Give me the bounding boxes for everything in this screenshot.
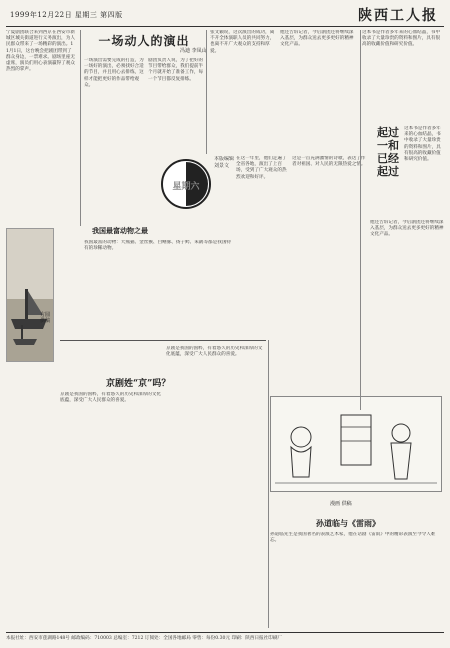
column-logo-graphic (158, 156, 214, 214)
masthead-title: 陕西工人报 (358, 8, 438, 24)
footer-bar: 本报社址：西安市莲湖路148号 邮政编码：710003 总编室：7212 订阅处：全国各地邮局 零售：每份0.30元 印刷：陕西日报社印刷厂 (6, 632, 444, 645)
article-column-7: 在这一年里，他们走遍了全省各地，演出了上百场，受到了广大观众的热烈欢迎和好评。 (236, 156, 287, 180)
article-column-10: 孙道临先生是我国著名的表演艺术家，他在话剧《雷雨》中的精彩表演至今令人难忘。 (270, 532, 436, 544)
quiz-body: 我国最富的动物：大熊猫、金丝猴、白鳍豚、扬子鳄、朱鹮等都是我国特有的珍稀动物。 (84, 240, 232, 252)
masthead (6, 4, 444, 27)
column-rule (206, 30, 207, 154)
article-column-6b: 这本书是作者多年来的心血结晶，书中收录了大量珍贵的资料和图片，具有很高的收藏价值和研究价值。 (404, 126, 441, 163)
photo-caption: 方圆 供稿 (40, 312, 51, 324)
boat-photo (6, 228, 54, 362)
article-column-9b: 京剧是我国的国粹，有着悠久的历史和深厚的文化底蕴，深受广大人民群众的喜爱。 (166, 346, 263, 358)
cartoon-graphic (271, 397, 441, 491)
poem-heading: 孙道临与《雷雨》 (316, 518, 380, 528)
article-column-2: 一场演出需要完成的打造，为一场好的演出，必须找好合适的节目，并且用心去排练，这样才能把更好的作品带给观众。 (84, 58, 144, 88)
masthead-date: 1999年12月22日 星期三 第四版 (10, 11, 123, 19)
article-column-3: 剧团负责人说，为了把好的节目带给群众，我们提前半个月就开始了准备工作，每一个节目都反复排练。 (148, 58, 204, 82)
column-rule (80, 30, 81, 226)
article-column-1: 宁夏剧团联合来到西京在西安市新城区城关街道进行义务演出，为人民群众带来了一场精彩的演出。11月1日，这台晚会把剧团带到了群众身边，一票难求。剧场里座无虚席，演员们用心表演赢得了观众热烈的掌声。 (6, 30, 75, 73)
article-column-11: 他还告诉记者，今后剧团还将继续深入基层，为群众送去更多更好的精神文化产品。 (370, 220, 444, 238)
feature-headline: 一场动人的演出 (98, 34, 190, 48)
article-column-6: 这本书是作者多年来的心血结晶，书中收录了大量珍贵的资料和图片，具有很高的收藏价值和研究价值。 (362, 30, 441, 48)
article-column-4: 张文颖说，这次演出的成功，离不开全体演职人员的共同努力，也离不开广大观众的支持和厚爱。 (210, 30, 275, 54)
column-rule (360, 30, 361, 410)
column-editor: 本版编辑 刘景文 (214, 156, 234, 169)
cartoon-caption: 漫画 供稿 (330, 501, 352, 507)
serial-title: 起过一和已经起过 (377, 126, 399, 178)
article-column-8: 这是一首充满激情的诗歌，表达了作者对祖国、对人民的无限热爱之情。 (292, 156, 366, 168)
drama-heading: 京剧姓“京”吗？ (106, 379, 171, 389)
feature-byline: 冯迪 李凤山 (180, 48, 207, 54)
boat-photo-graphic (7, 229, 53, 361)
divider-line (60, 340, 266, 341)
article-column-5: 他还告诉记者，今后剧团还将继续深入基层，为群众送去更多更好的精神文化产品。 (280, 30, 354, 48)
cartoon-illustration (270, 396, 442, 492)
article-column-9: 京剧是我国的国粹，有着悠久的历史和深厚的文化底蕴，深受广大人民群众的喜爱。 (60, 392, 162, 404)
svg-text:星期六: 星期六 (172, 182, 200, 192)
column-logo (158, 156, 214, 214)
column-rule (268, 340, 269, 628)
quiz-heading: 我国最富动物之最 (92, 226, 148, 235)
